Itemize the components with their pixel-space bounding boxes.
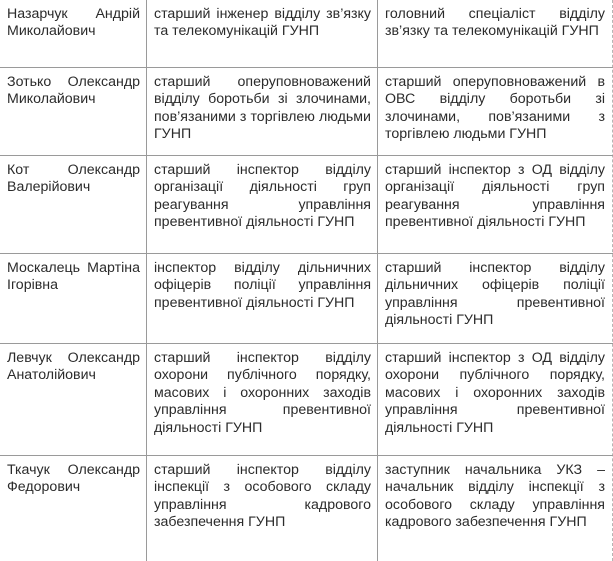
table-row bbox=[0, 0, 613, 68]
employee-name: Назарчук Андрій Миколайович bbox=[7, 6, 140, 40]
new-position-cell bbox=[378, 156, 613, 253]
employee-name: Ткачук Олександр Федорович bbox=[7, 462, 140, 496]
previous-position-cell bbox=[147, 68, 378, 155]
table-row bbox=[0, 68, 613, 156]
previous-position: старший інспектор відділу інспекції з особового складу управління кадрового забезпечення ГУНП bbox=[154, 462, 371, 531]
previous-position-cell bbox=[147, 254, 378, 343]
new-position: старший оперуповноважений в ОВС відділу боротьби зі злочинами, пов’язаними з торгівлею людьми ГУНП bbox=[385, 74, 605, 143]
employee-name-cell bbox=[0, 68, 147, 155]
employee-name: Москалець Мартіна Ігорівна bbox=[7, 260, 140, 294]
table-row bbox=[0, 254, 613, 344]
employee-name-cell bbox=[0, 254, 147, 343]
new-position: заступник начальника УКЗ – начальник відділу інспекції з особового складу управління кадрового забезпечення ГУНП bbox=[385, 462, 605, 531]
new-position-cell bbox=[378, 456, 613, 561]
new-position-cell bbox=[378, 344, 613, 455]
new-position: старший інспектор з ОД відділу організації діяльності груп реагування управління превентивної діяльності ГУНП bbox=[385, 162, 605, 231]
previous-position: старший інженер відділу зв’язку та телекомунікацій ГУНП bbox=[154, 6, 371, 40]
table-row bbox=[0, 156, 613, 254]
previous-position: старший оперуповноважений відділу боротьби зі злочинами, пов’язаними з торгівлею людьми ГУНП bbox=[154, 74, 371, 143]
employee-name: Зотько Олександр Миколайович bbox=[7, 74, 140, 108]
new-position: старший інспектор відділу дільничних офіцерів поліції управління превентивної діяльності ГУНП bbox=[385, 260, 605, 329]
previous-position-cell bbox=[147, 0, 378, 67]
new-position: головний спеціаліст відділу зв’язку та телекомунікацій ГУНП bbox=[385, 6, 605, 40]
previous-position-cell bbox=[147, 456, 378, 561]
previous-position: старший інспектор відділу організації діяльності груп реагування управління превентивної діяльності ГУНП bbox=[154, 162, 371, 231]
employee-name: Кот Олександр Валерійович bbox=[7, 162, 140, 196]
previous-position: старший інспектор відділу охорони публічного порядку, масових і охоронних заходів управління превентивної діяльності ГУНП bbox=[154, 350, 371, 436]
table-row bbox=[0, 344, 613, 456]
employee-name-cell bbox=[0, 456, 147, 561]
employee-name-cell bbox=[0, 0, 147, 67]
previous-position-cell bbox=[147, 156, 378, 253]
new-position-cell bbox=[378, 254, 613, 343]
employee-name-cell bbox=[0, 344, 147, 455]
new-position-cell bbox=[378, 68, 613, 155]
new-position-cell bbox=[378, 0, 613, 67]
previous-position: інспектор відділу дільничних офіцерів поліції управління превентивної діяльності ГУНП bbox=[154, 260, 371, 311]
table-row bbox=[0, 456, 613, 561]
new-position: старший інспектор з ОД відділу охорони публічного порядку, масових і охоронних заходів управління превентивної діяльності ГУНП bbox=[385, 350, 605, 436]
employee-name-cell bbox=[0, 156, 147, 253]
employee-name: Левчук Олександр Анатолійович bbox=[7, 350, 140, 384]
previous-position-cell bbox=[147, 344, 378, 455]
